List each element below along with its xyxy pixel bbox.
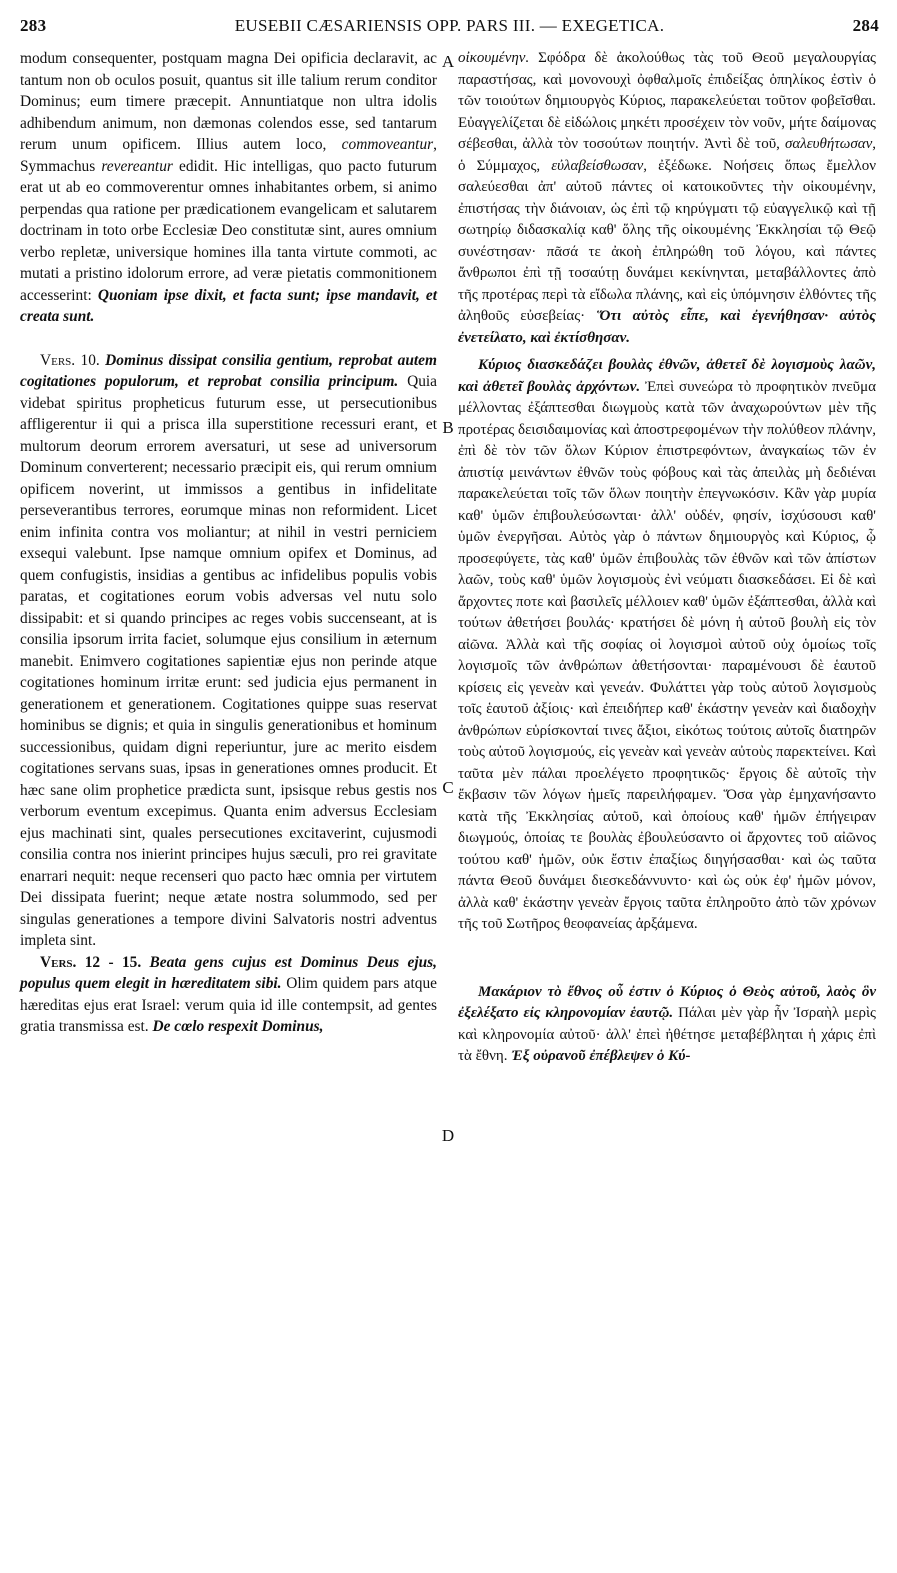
right-page-number: 284 — [852, 16, 879, 35]
latin-paragraph: modum consequenter, postquam magna Dei opificia declaravit, ac tantum non ob oculos posuit, quantus sit ille talium rerum conditor Dominus; eum timere præcepit. Annuntiatque non ultra idolis adhibendum animum, non dæmonas colendos esse, sed tantarum rerum unum opificem. Illius autem loco, commoveantur, Symmachus revereantur edidit. Hic intelligas, quo pacto futurum erat ut ab eo commoverentur omnes inhabitantes orbem, si animo perpendas qua ratione per prædicationem evangelicam et salutarem doctrinam in toto orbe Ecclesiæ Deo constitutæ sint, aures omnium verbo repletæ, universique homines illa tanta virtute commoti, ac mutati a pristino idolorum errore, ad veræ pietatis commonitionem accesserint: Quoniam ipse dixit, et facta sunt; ipse mandavit, et creata sunt. — [20, 50, 437, 325]
running-header — [20, 16, 879, 42]
verse-lemma: Beata gens cujus est Dominus Deus ejus, populus quem elegit in hæreditatem sibi. — [20, 953, 437, 992]
latin-column — [20, 48, 437, 1038]
verse-label: Vers. 12 - 15. — [40, 953, 142, 971]
left-page-number: 283 — [20, 16, 47, 35]
greek-paragraph: Κύριος διασκεδάζει βουλὰς ἐθνῶν, ἀθετεῖ δὲ λογισμοὺς λαῶν, καὶ ἀθετεῖ βουλὰς ἀρχόντων. Ἐπεὶ συνεώρα τὸ προφητικὸν πνεῦμα μέλλοντας ἐξάπτεσθαι διωγμοὺς κατὰ τῶν ἀναχωρούντων μὲν τῆς προτέρας δεισιδαιμονίας καὶ ἀποστρεφομένων τὴν πολύθεον πλάνην, ἐπὶ δὲ τὸν τῶν ὅλων Κύριον ἐπιστρεφόντων, ἀναγκαίως τῶν ἐν ἀπιστίᾳ μεινάντων ἐθνῶν τοὺς φόβους καὶ τὰς ἀπειλὰς μὴ δεδιέναι παρακελεύεται τοῖς τῶν ὅλων ποιητὴν ἐπεγνωκόσιν. Κἂν γὰρ μυρία καθ' ὑμῶν ἐπιβουλεύσωνται· ἀλλ' οὐδέν, φησίν, ἰσχύσουσι καθ' ὑμῶν ἐνεργῆσαι. Αὐτὸς γὰρ ὁ πάντων δημιουργὸς καὶ Κύριος, ᾧ προσεφύγετε, τὰς καθ' ὑμῶν ἐπιβουλὰς τῶν ἐθνῶν καὶ τῶν ἀπίστων λαῶν, τοὺς καθ' ὑμῶν λογισμοὺς ἐνὶ νεύματι διασκεδάσει. Εἰ δὲ καὶ ἄρχοντες ποτε καὶ βασιλεῖς μέλλοιεν καθ' ὑμῶν ἐξάπτεσθαι, ἀλλὰ καὶ τούτων ἀθετήσει βουλάς· κρατήσει δὲ μόνη ἡ αὐτοῦ βουλὴ εἰς τὸν αἰῶνα. Ἀλλὰ καὶ τῆς σοφίας οἱ λογισμοὶ αὐτοῦ οὐχ ὁμοίως τοῖς λογισμοῖς τῶν ἀνθρώπων ἀθετήσονται· παραμένουσι δὲ ἑαυτοῦ κρίσεις εἰς γενεὰν καὶ γενεάν. Φυλάττει γὰρ τοὺς αὐτοῦ λογισμοὺς τοῖς ἑαυτοῦ ἀξίοις· καὶ ἐπειδήπερ καθ' ἑκάστην γενεὰν καὶ διαδοχὴν ἀνθρώπων εὑρίσκονταί τινες ἄξιοι, εἰκότως τούτοις αὐτοῖς διατηρῶν τοὺς αὐτοῦ λογισμούς, εἰς γενεὰν καὶ γενεὰν αὐτοὺς παρεκτείνει. Καὶ ταῦτα μὲν πάλαι προελέγετο προφητικῶς· ἔργοις δὲ αὐτοῖς τὴν ἔκβασιν τῶν λόγων ἡμεῖς παρειλήφαμεν. Ὅσα γὰρ ἐμηχανήσαντο κατὰ τῆς Ἐκκλησίας αὐτοῦ, καὶ ὁποίους καθ' ἡμῶν ἐπήγειραν διωγμούς, ὁποίας τε βουλὰς ἐβουλεύσαντο οἱ ἄρχοντες τοῦ αἰῶνος τούτου καθ' ἡμῶν, οὐκ ἔστιν ἐπαξίως διηγήσασθαι· καὶ ὡς ταῦτα πάντα Θεοῦ δυνάμει διεσκεδάννυντο· καὶ ὡς οὐκ ἐφ' ἡμῶν μόνον, ἀλλὰ καθ' ἑκάστην γενεὰν ἔργοις ταῦτα ἐπληροῦτο ἀπὸ τῶν χρόνων τῆς τοῦ Σωτῆρος θεοφανείας ἀρξάμενα. — [458, 357, 876, 932]
running-title: EUSEBII CÆSARIENSIS OPP. PARS III. — EXEGETICA. — [234, 16, 665, 35]
scripture-quote: Ὅτι αὐτὸς εἶπε, καὶ ἐγενήθησαν· αὐτὸς ἐνετείλατο, καὶ ἐκτίσθησαν. — [458, 308, 876, 346]
verse-lemma: Dominus dissipat consilia gentium, reprobat autem cogitationes populorum, et reprobat consilia principum. — [20, 351, 437, 390]
margin-marker: A — [441, 52, 455, 71]
margin-marker: C — [442, 778, 454, 797]
verse-label: Vers. 10. — [40, 351, 100, 369]
latin-paragraph: Vers. 12 - 15. Beata gens cujus est Dominus Deus ejus, populus quem elegit in hæreditatem sibi. Olim quidem pars atque hæreditas ejus erat Israel: verum quia id ille contempsit, ad gentes gratia transmissa est. De cœlo respexit Dominus, — [20, 953, 437, 1035]
greek-paragraph: οἰκουμένην. Σφόδρα δὲ ἀκολούθως τὰς τοῦ Θεοῦ μεγαλουργίας παραστήσας, καὶ μονονουχὶ ὀφθαλμοῖς ἐπιδείξας ὁπηλίκος ἐστὶν ὁ τῶν τοιούτων δημιουργὸς Κύριος, παρακελεύεται τοῦτον φοβεῖσθαι. Εὐαγγελίζεται δὲ εἰδώλοις μηκέτι προσέχειν τὸν νοῦν, μήτε δαίμονας σέβεσθαι, ἀλλὰ τὸν τοσούτων ποιητήν. Ἀντὶ δὲ τοῦ, σαλευθήτωσαν, ὁ Σύμμαχος, εὐλαβείσθωσαν, ἐξέδωκε. Νοήσεις ὅπως ἔμελλον σαλεύεσθαι ἀπ' αὐτοῦ πάντες οἱ κατοικοῦντες τὴν οἰκουμένην, ἐπιστήσας τὴν διάνοιαν, ὡς ἐπὶ τῷ κηρύγματι τῷ εὐαγγελικῷ καὶ τῇ σωτηρίῳ διδασκαλίᾳ καθ' ὅλης τῆς οἰκουμένης Ἐκκλησίαι τῷ Θεῷ συνέστησαν· πᾶσά τε ἀκοὴ ἐπληρώθη τοῦ λόγου, καὶ πάντες ἄνθρωποι ἐπὶ τῇ τοσαύτῃ δυνάμει κεκίνηνται, μεταβάλλοντες ἀπὸ τῆς προτέρας περὶ τὰ εἴδωλα πλάνης, καὶ εἰς ὑπόμνησιν ἐλθόντες τῆς ἀληθοῦς εὐσεβείας· Ὅτι αὐτὸς εἶπε, καὶ ἐγενήθησαν· αὐτὸς ἐνετείλατο, καὶ ἐκτίσθησαν. — [458, 50, 876, 346]
latin-paragraph: Vers. 10. Dominus dissipat consilia gentium, reprobat autem cogitationes populorum, et reprobat consilia principum. Quia videbat spiritus propheticus futurum esse, ut persecutionibus affligerentur ii qui a prisca illa superstitione recessuri erant, et multorum deorum errorem aversaturi, ut sese ad universorum Dominum converterent; necessario præcipit eis, qui rerum omnium opificem noverint, ut immissos a gentibus in infidelitate perseverantibus terrores, eorumque minas non reformident. Licet enim infinita contra vos moliantur; at nihil in vestri perniciem exsequi valebunt. Ipse namque omnium opifex et Dominus, ad quem confugistis, insidias a gentibus ac infidelibus populis vobis paratas, et cogitationes eorum vobis adversas vel nutu solo dissipabit: et si quando principes ac reges vobis succenseant, at is consilia ipsorum irrita faciet, solumque ejus consilium in æternum manebit. Enimvero cogitationes sapientiæ ejus non perinde atque cogitationes hominum irritæ erunt: sed judicia ejus permanent in generationem et generationem. Cogitationes quippe suas reservat hominibus se dignis; et quia in singulis generationibus et hominum successionibus, quidam digni reperiuntur, jure ac merito eisdem cogitationes servans suas, ipsas in generationes omnes producit. Et hæc sane olim prophetice prædicta sunt, ipsisque rebus gestis nos verborum eventum excepimus. Quanta enim adversus Ecclesiam ejus machinati sint, quales persecutiones excitaverint, cujusmodi consilia contra nos inierint principes hujus sæculi, pro rei gravitate enarrari nequit: neque recenseri quo pacto hæc omnia per virtutem Dei dissipata fuerint; neque ætate nostra solummodo, sed per singulas generationes a tempore divini Salvatoris nostri adventus impleta sint. — [20, 351, 437, 949]
scripture-quote: Quoniam ipse dixit, et facta sunt; ipse mandavit, et creata sunt. — [20, 286, 437, 325]
margin-marker: B — [442, 418, 454, 437]
verse-lemma: Μακάριον τὸ ἔθνος οὗ ἐστιν ὁ Κύριος ὁ Θεὸς αὐτοῦ, λαὸς ὃν ἐξελέξατο εἰς κληρονομίαν ἑαυτῷ. — [458, 983, 876, 1021]
greek-column — [458, 48, 876, 1068]
verse-lemma: Κύριος διασκεδάζει βουλὰς ἐθνῶν, ἀθετεῖ δὲ λογισμοὺς λαῶν, καὶ ἀθετεῖ βουλὰς ἀρχόντων. — [458, 357, 876, 395]
greek-paragraph: Μακάριον τὸ ἔθνος οὗ ἐστιν ὁ Κύριος ὁ Θεὸς αὐτοῦ, λαὸς ὃν ἐξελέξατο εἰς κληρονομίαν ἑαυτῷ. Πάλαι μὲν γὰρ ἦν Ἰσραὴλ μερὶς καὶ κληρονομία αὐτοῦ· ἀλλ' ἐπεὶ ἠθέτησε μεταβέβληται ἡ χάρις ἐπὶ τὰ ἔθνη. Ἐξ οὐρανοῦ ἐπέβλεψεν ὁ Κύ- — [458, 983, 876, 1064]
margin-marker: D — [441, 1126, 455, 1145]
